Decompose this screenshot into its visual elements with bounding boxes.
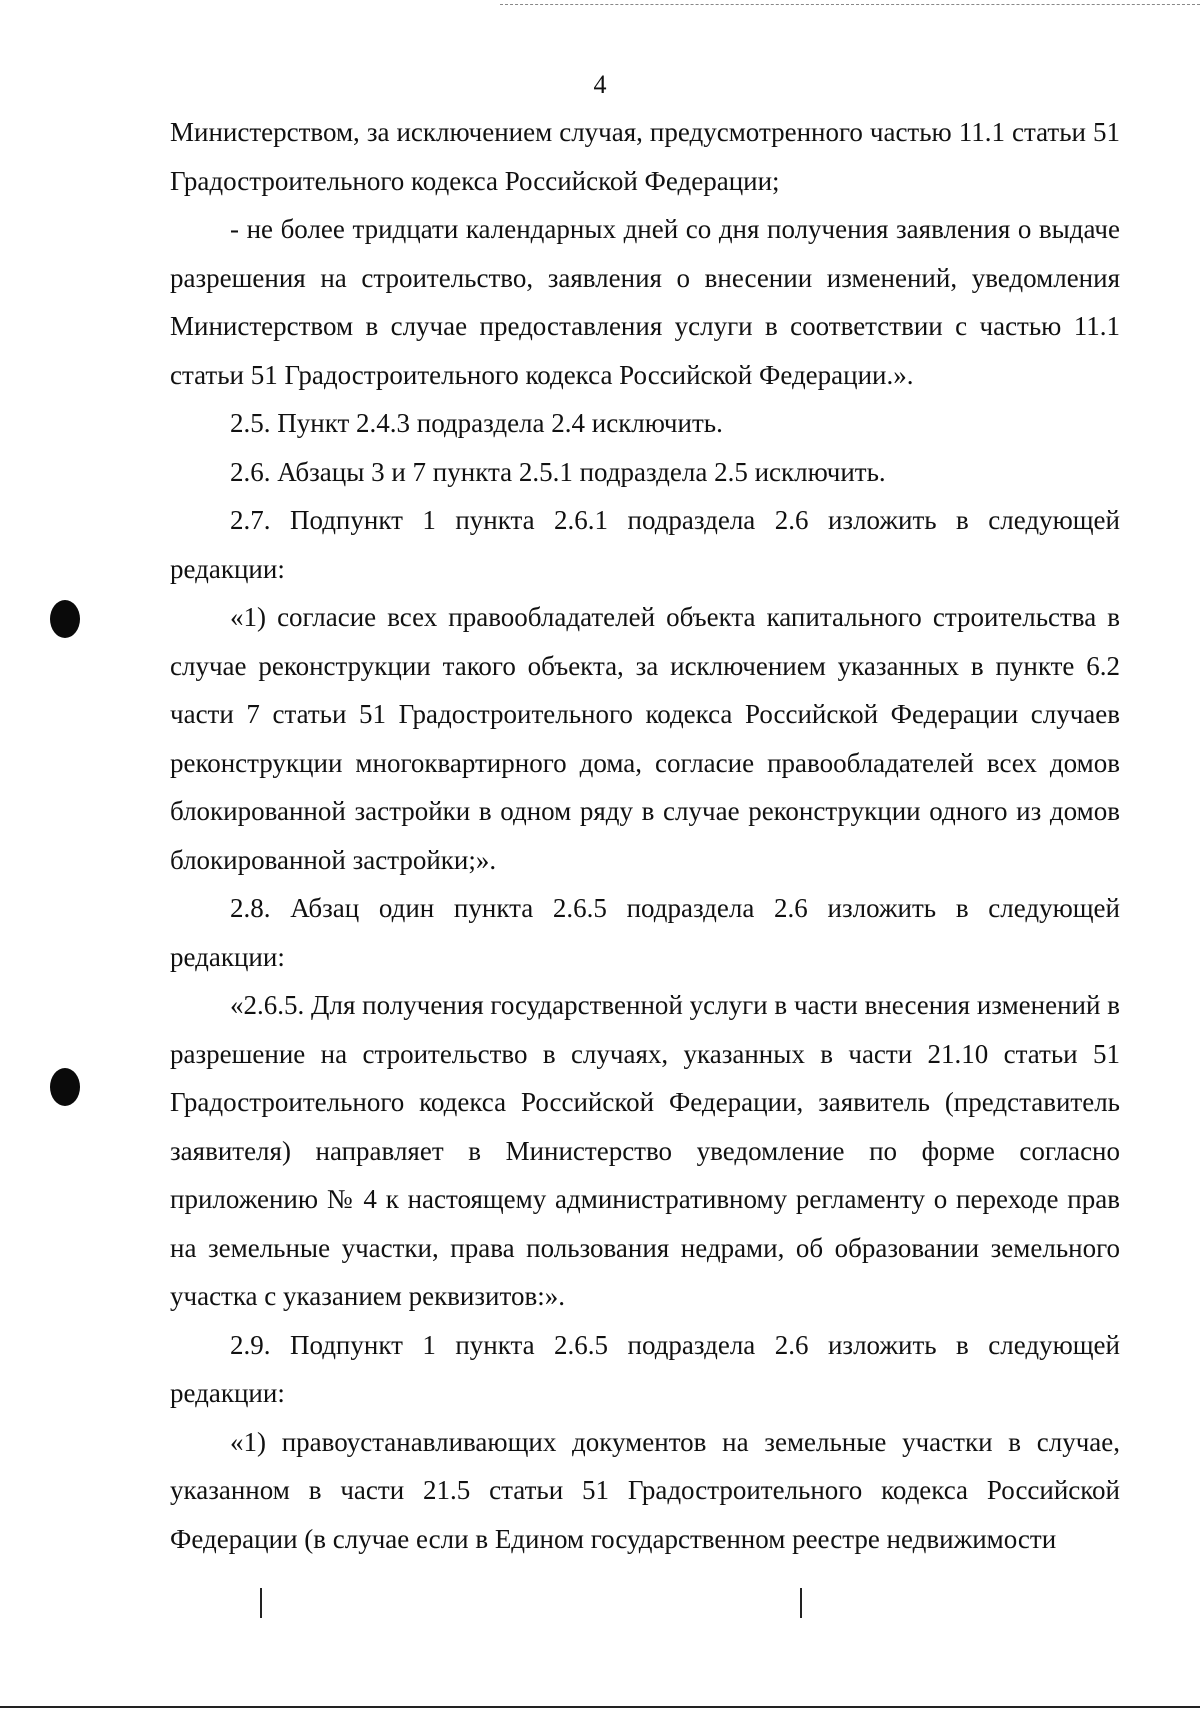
paragraph-2-5: 2.5. Пункт 2.4.3 подраздела 2.4 исключить.: [230, 408, 723, 438]
punch-hole-mark: [50, 1068, 80, 1106]
paragraph-quote-1: «1) согласие всех правообладателей объекта капитального строительства в случае реконструкции такого объекта, за исключением указанных в пункте 6.2 части 7 статьи 51 Градостроительного кодекса Российской Федерации случаев реконструкции многоквартирного дома, согласие правообладателей всех домов блокированной застройки в одном ряду в случае реконструкции одного из домов блокированной застройки;».: [170, 602, 1120, 875]
scan-tick-mark: [260, 1588, 262, 1618]
bottom-scan-edge: [0, 1706, 1200, 1708]
punch-hole-mark: [50, 600, 80, 638]
paragraph-2-8: 2.8. Абзац один пункта 2.6.5 подраздела 2.6 изложить в следующей редакции:: [170, 893, 1120, 972]
paragraph-continuation: Министерством, за исключением случая, предусмотренного частью 11.1 статьи 51 Градостроительного кодекса Российской Федерации;: [170, 117, 1120, 196]
top-scan-edge: [500, 4, 1200, 6]
paragraph-2-7: 2.7. Подпункт 1 пункта 2.6.1 подраздела 2.6 изложить в следующей редакции:: [170, 505, 1120, 584]
scan-tick-mark: [800, 1588, 802, 1618]
paragraph-quote-1-docs: «1) правоустанавливающих документов на земельные участки в случае, указанном в части 21.5 статьи 51 Градостроительного кодекса Российской Федерации (в случае если в Едином государственном реестре недвижимости: [170, 1426, 1120, 1554]
paragraph-deadline: - не более тридцати календарных дней со дня получения заявления о выдаче разрешения на строительство, заявления о внесении изменений, уведомления Министерством в случае предоставления услуги в соответствии с частью 11.1 статьи 51 Градостроительного кодекса Российской Федерации.».: [170, 214, 1120, 390]
paragraph-2-6: 2.6. Абзацы 3 и 7 пункта 2.5.1 подраздела 2.5 исключить.: [230, 456, 886, 487]
document-body: [170, 108, 1120, 1563]
page-number: 4: [593, 70, 607, 99]
paragraph-2-9: 2.9. Подпункт 1 пункта 2.6.5 подраздела 2.6 изложить в следующей редакции:: [170, 1329, 1120, 1408]
paragraph-quote-2-6-5: «2.6.5. Для получения государственной услуги в части внесения изменений в разрешение на строительство в случаях, указанных в части 21.10 статьи 51 Градостроительного кодекса Российской Федерации, заявитель (представитель заявителя) направляет в Министерство уведомление по форме согласно приложению № 4 к настоящему административному регламенту о переходе прав на земельные участки, права пользования недрами, об образовании земельного участка с указанием реквизитов:».: [170, 990, 1120, 1311]
